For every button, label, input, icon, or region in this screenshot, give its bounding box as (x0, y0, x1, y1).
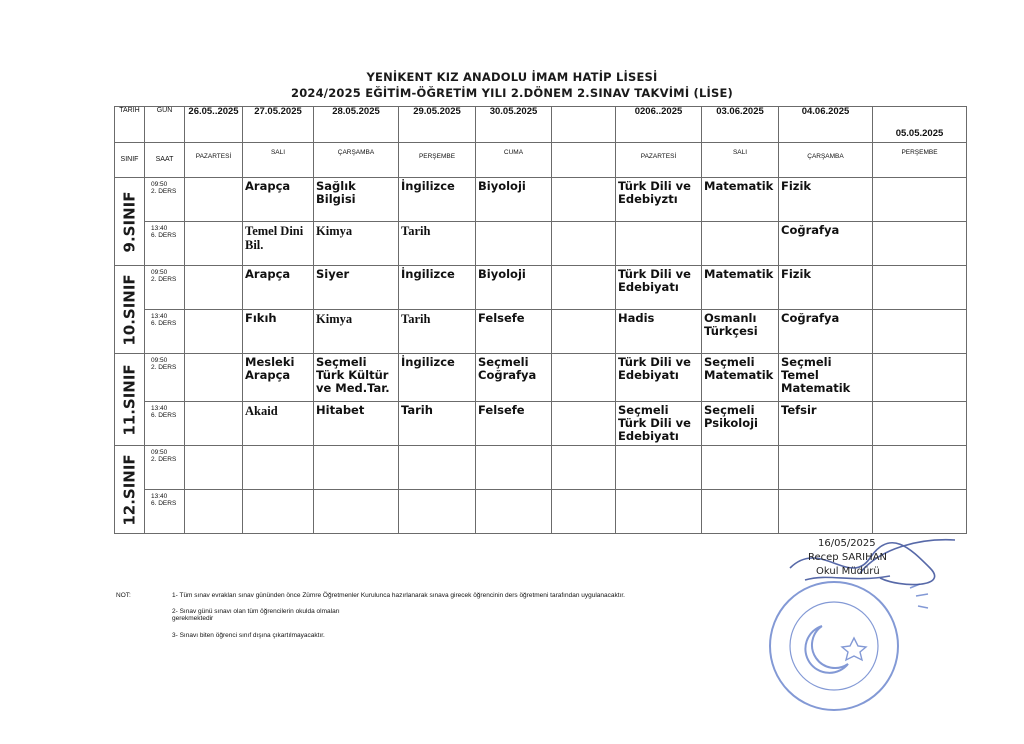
day-name: PAZARTESİ (185, 143, 243, 178)
separator-cell (552, 402, 616, 446)
date-cell: 05.05.2025 (873, 107, 967, 143)
exam-cell: Coğrafya (779, 310, 873, 354)
class-9-afternoon-row (115, 222, 967, 266)
exam-cell: Seçmeli Psikoloji (702, 402, 779, 446)
separator-cell (552, 107, 616, 143)
date-cell: 28.05.2025 (314, 107, 399, 143)
exam-cell (873, 446, 967, 490)
class-11-afternoon-row (115, 402, 967, 446)
class-9-morning-row (115, 178, 967, 222)
exam-cell: İngilizce (399, 354, 476, 402)
exam-cell: Matematik (702, 178, 779, 222)
exam-cell (243, 446, 314, 490)
separator-cell (552, 266, 616, 310)
notes-label: NOT: (116, 592, 131, 599)
slot-time: 09:50 2. DERS (145, 178, 185, 222)
slot-time: 09:50 2. DERS (145, 266, 185, 310)
exam-cell: Mesleki Arapça (243, 354, 314, 402)
exam-cell (185, 354, 243, 402)
class-10-afternoon-row (115, 310, 967, 354)
gun-label: GÜN (145, 107, 185, 143)
exam-cell: Coğrafya (779, 222, 873, 266)
exam-cell: İngilizce (399, 266, 476, 310)
exam-cell (314, 446, 399, 490)
date-cell: 03.06.2025 (702, 107, 779, 143)
exam-cell (476, 446, 552, 490)
exam-cell (779, 490, 873, 534)
class-label-cell (115, 446, 145, 534)
exam-cell (873, 310, 967, 354)
exam-cell: Kimya (314, 310, 399, 354)
exam-cell (702, 490, 779, 534)
exam-cell: Tefsir (779, 402, 873, 446)
exam-cell (399, 490, 476, 534)
exam-cell (185, 266, 243, 310)
tarih-label: TARİH (115, 107, 145, 143)
sinif-label: SINIF (115, 143, 145, 178)
exam-cell: Felsefe (476, 310, 552, 354)
exam-cell (779, 446, 873, 490)
slot-time: 09:50 2. DERS (145, 446, 185, 490)
class-label: 10.SINIF (119, 273, 138, 346)
note-item: 1- Tüm sınav evrakları sınav gününden önce Zümre Öğretmenler Kurulunca hazırlanarak sınava girecek öğrencinin ders öğretmeni tarafından uygulanacaktır. (172, 592, 625, 599)
header-row-dates (115, 107, 967, 143)
exam-cell (873, 402, 967, 446)
signature-date: 16/05/2025 (818, 538, 876, 549)
date-cell: 04.06.2025 (779, 107, 873, 143)
exam-cell (873, 354, 967, 402)
exam-cell (243, 490, 314, 534)
exam-cell: Türk Dili ve Edebiyatı (616, 354, 702, 402)
saat-label: SAAT (145, 143, 185, 178)
schedule-title: 2024/2025 EĞİTİM-ÖĞRETİM YILI 2.DÖNEM 2.SINAV TAKVİMİ (LİSE) (291, 86, 733, 100)
exam-cell: Osmanlı Türkçesi (702, 310, 779, 354)
separator-cell (552, 354, 616, 402)
exam-cell: Arapça (243, 266, 314, 310)
exam-cell: Matematik (702, 266, 779, 310)
exam-cell: Türk Dili ve Edebiyatı (616, 266, 702, 310)
class-11-morning-row (115, 354, 967, 402)
exam-cell (185, 402, 243, 446)
exam-schedule-table (114, 106, 967, 534)
date-cell: 29.05.2025 (399, 107, 476, 143)
class-label: 9.SINIF (119, 191, 138, 252)
exam-cell (314, 490, 399, 534)
slot-time: 13:40 6. DERS (145, 222, 185, 266)
day-name: SALI (243, 143, 314, 178)
separator-cell (552, 222, 616, 266)
exam-cell (702, 446, 779, 490)
class-label-cell (115, 266, 145, 354)
signature-block (760, 528, 980, 728)
exam-cell (476, 222, 552, 266)
exam-cell: Kimya (314, 222, 399, 266)
exam-cell: Seçmeli Türk Dili ve Edebiyatı (616, 402, 702, 446)
exam-cell: Türk Dili ve Edebiyztı (616, 178, 702, 222)
exam-cell: Felsefe (476, 402, 552, 446)
separator-cell (552, 490, 616, 534)
exam-cell (873, 266, 967, 310)
day-name: ÇARŞAMBA (314, 143, 399, 178)
exam-cell (702, 222, 779, 266)
exam-cell: Tarih (399, 310, 476, 354)
date-cell: 27.05.2025 (243, 107, 314, 143)
exam-cell (185, 178, 243, 222)
exam-cell (185, 490, 243, 534)
day-name: ÇARŞAMBA (779, 143, 873, 178)
exam-cell: Siyer (314, 266, 399, 310)
day-name: SALI (702, 143, 779, 178)
exam-cell: Seçmeli Temel Matematik (779, 354, 873, 402)
class-label: 11.SINIF (119, 363, 138, 436)
separator-cell (552, 310, 616, 354)
day-name: CUMA (476, 143, 552, 178)
day-name: PERŞEMBE (399, 143, 476, 178)
exam-cell (185, 446, 243, 490)
exam-cell: İngilizce (399, 178, 476, 222)
exam-cell (399, 446, 476, 490)
exam-cell (873, 222, 967, 266)
date-cell: 30.05.2025 (476, 107, 552, 143)
day-name: PERŞEMBE (873, 143, 967, 178)
day-name: PAZARTESİ (616, 143, 702, 178)
class-label: 12.SINIF (119, 453, 138, 526)
exam-cell: Sağlık Bilgisi (314, 178, 399, 222)
exam-cell (476, 490, 552, 534)
exam-cell: Seçmeli Coğrafya (476, 354, 552, 402)
slot-time: 13:40 6. DERS (145, 490, 185, 534)
class-12-morning-row (115, 446, 967, 490)
exam-cell: Seçmeli Matematik (702, 354, 779, 402)
exam-cell: Tarih (399, 402, 476, 446)
school-name-title: YENİKENT KIZ ANADOLU İMAM HATİP LİSESİ (366, 70, 658, 84)
exam-cell: Seçmeli Türk Kültür ve Med.Tar. (314, 354, 399, 402)
exam-cell (185, 310, 243, 354)
exam-cell (873, 490, 967, 534)
exam-cell (873, 178, 967, 222)
exam-cell: Fizik (779, 266, 873, 310)
header-row-days (115, 143, 967, 178)
class-label-cell (115, 354, 145, 446)
separator-cell (552, 446, 616, 490)
exam-cell: Biyoloji (476, 178, 552, 222)
date-cell: 26.05..2025 (185, 107, 243, 143)
note-item: 2- Sınav günü sınavı olan tüm öğrencilerin okulda olmaları gerekmektedir (172, 608, 340, 622)
exam-cell: Biyoloji (476, 266, 552, 310)
slot-time: 09:50 2. DERS (145, 354, 185, 402)
date-cell: 0206..2025 (616, 107, 702, 143)
exam-cell: Arapça (243, 178, 314, 222)
slot-time: 13:40 6. DERS (145, 310, 185, 354)
exam-cell (616, 446, 702, 490)
exam-cell: Fıkıh (243, 310, 314, 354)
exam-cell: Fizik (779, 178, 873, 222)
exam-cell: Hadis (616, 310, 702, 354)
principal-name: Recep SARIHAN (808, 552, 887, 563)
separator-cell (552, 143, 616, 178)
exam-cell: Akaid (243, 402, 314, 446)
exam-cell (616, 490, 702, 534)
exam-cell: Hitabet (314, 402, 399, 446)
class-label-cell (115, 178, 145, 266)
separator-cell (552, 178, 616, 222)
exam-cell: Temel Dini Bil. (243, 222, 314, 266)
exam-cell (616, 222, 702, 266)
exam-cell (185, 222, 243, 266)
slot-time: 13:40 6. DERS (145, 402, 185, 446)
class-10-morning-row (115, 266, 967, 310)
principal-title: Okul Müdürü (816, 566, 880, 577)
class-12-afternoon-row (115, 490, 967, 534)
exam-cell: Tarih (399, 222, 476, 266)
note-item: 3- Sınavı biten öğrenci sınıf dışına çıkartılmayacaktır. (172, 632, 325, 639)
